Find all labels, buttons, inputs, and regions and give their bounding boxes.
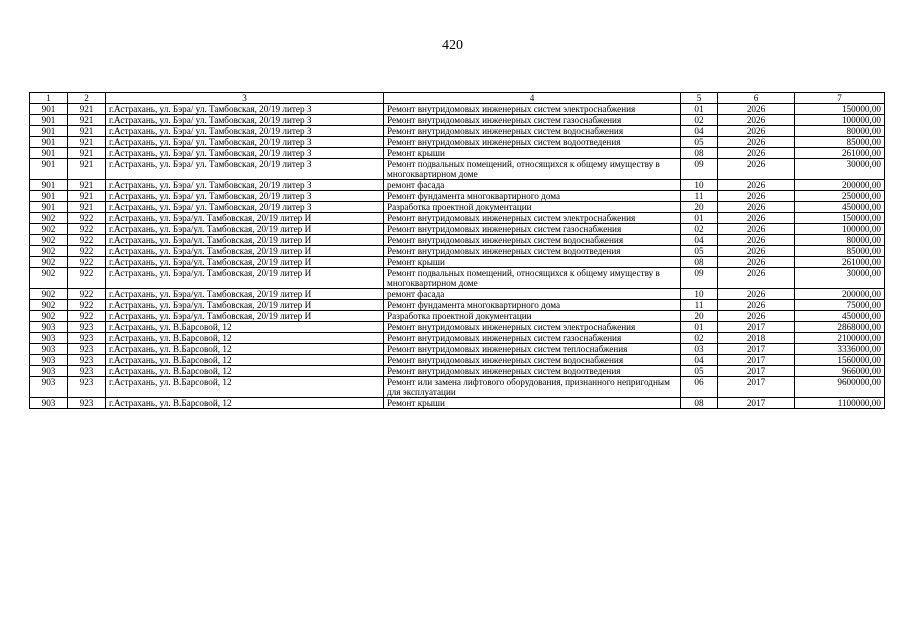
table-row [30,159,885,180]
cell-cost: 100000,00 [795,115,885,126]
cell-code: 921 [68,191,106,202]
cell-work-type: Ремонт или замена лифтового оборудования, признанного непригодным для эксплуатации [384,377,681,398]
cell-code: 922 [68,213,106,224]
cell-number: 901 [30,104,68,115]
cell-work-code: 04 [681,126,718,137]
page-number: 420 [442,38,463,53]
cell-cost: 9600000,00 [795,377,885,398]
cell-work-code: 10 [681,180,718,191]
cell-number: 903 [30,333,68,344]
cell-address: г.Астрахань, ул. Бэра/ ул. Тамбовская, 20/19 литер З [106,202,384,213]
cell-code: 923 [68,398,106,409]
cell-address: г.Астрахань, ул. Бэра/ул. Тамбовская, 20/19 литер И [106,289,384,300]
cell-code: 922 [68,246,106,257]
table-body [30,104,885,409]
cell-year: 2018 [718,333,795,344]
cell-work-type: Разработка проектной документации [384,202,681,213]
cell-code: 921 [68,202,106,213]
cell-work-type: Ремонт внутридомовых инженерных систем водоотведения [384,366,681,377]
cell-work-type: Ремонт внутридомовых инженерных систем теплоснабжения [384,344,681,355]
cell-year: 2026 [718,180,795,191]
cell-number: 902 [30,257,68,268]
table-row [30,311,885,322]
cell-number: 901 [30,159,68,180]
cell-number: 902 [30,235,68,246]
cell-number: 903 [30,344,68,355]
cell-cost: 30000,00 [795,268,885,289]
cell-address: г.Астрахань, ул. Бэра/ул. Тамбовская, 20/19 литер И [106,235,384,246]
cell-cost: 200000,00 [795,289,885,300]
table-row [30,235,885,246]
table-row [30,333,885,344]
table-row [30,355,885,366]
cell-address: г.Астрахань, ул. В.Барсовой, 12 [106,366,384,377]
cell-work-code: 05 [681,366,718,377]
cell-number: 903 [30,322,68,333]
table-row [30,398,885,409]
cell-work-code: 01 [681,104,718,115]
cell-work-code: 20 [681,311,718,322]
table-row [30,224,885,235]
cell-work-type: Ремонт крыши [384,398,681,409]
cell-work-type: ремонт фасада [384,289,681,300]
cell-work-code: 03 [681,344,718,355]
cell-number: 901 [30,137,68,148]
cell-year: 2026 [718,148,795,159]
column-header: 7 [795,93,885,104]
cell-code: 921 [68,104,106,115]
cell-number: 901 [30,126,68,137]
cell-code: 922 [68,311,106,322]
cell-work-type: Ремонт внутридомовых инженерных систем газоснабжения [384,115,681,126]
column-header: 6 [718,93,795,104]
cell-address: г.Астрахань, ул. Бэра/ ул. Тамбовская, 20/19 литер З [106,104,384,115]
cell-cost: 3336000,00 [795,344,885,355]
cell-code: 922 [68,257,106,268]
cell-cost: 150000,00 [795,213,885,224]
cell-code: 923 [68,344,106,355]
cell-year: 2026 [718,137,795,148]
cell-address: г.Астрахань, ул. В.Барсовой, 12 [106,377,384,398]
cell-number: 901 [30,180,68,191]
cell-code: 922 [68,289,106,300]
cell-number: 903 [30,377,68,398]
cell-year: 2026 [718,300,795,311]
cell-number: 902 [30,224,68,235]
cell-address: г.Астрахань, ул. В.Барсовой, 12 [106,344,384,355]
table-row [30,148,885,159]
works-table [29,92,885,409]
cell-work-code: 09 [681,268,718,289]
table-row [30,289,885,300]
cell-code: 922 [68,235,106,246]
cell-work-type: Ремонт внутридомовых инженерных систем газоснабжения [384,224,681,235]
cell-work-type: Ремонт внутридомовых инженерных систем водоотведения [384,137,681,148]
cell-address: г.Астрахань, ул. Бэра/ул. Тамбовская, 20/19 литер И [106,268,384,289]
cell-address: г.Астрахань, ул. Бэра/ ул. Тамбовская, 20/19 литер З [106,191,384,202]
cell-year: 2026 [718,311,795,322]
cell-cost: 75000,00 [795,300,885,311]
table-row [30,246,885,257]
cell-work-type: Ремонт внутридомовых инженерных систем электроснабжения [384,213,681,224]
cell-cost: 450000,00 [795,202,885,213]
table-row [30,137,885,148]
cell-work-type: Ремонт внутридомовых инженерных систем водоснабжения [384,126,681,137]
cell-cost: 966000,00 [795,366,885,377]
cell-number: 903 [30,366,68,377]
cell-code: 923 [68,366,106,377]
cell-year: 2017 [718,355,795,366]
cell-code: 921 [68,148,106,159]
column-header: 5 [681,93,718,104]
cell-address: г.Астрахань, ул. Бэра/ул. Тамбовская, 20/19 литер И [106,257,384,268]
cell-code: 921 [68,180,106,191]
cell-year: 2026 [718,224,795,235]
cell-cost: 2868000,00 [795,322,885,333]
cell-number: 902 [30,289,68,300]
cell-code: 921 [68,137,106,148]
table-row [30,344,885,355]
cell-number: 902 [30,246,68,257]
cell-year: 2026 [718,213,795,224]
table-header [30,93,885,104]
cell-work-code: 08 [681,257,718,268]
table-row [30,322,885,333]
cell-address: г.Астрахань, ул. Бэра/ ул. Тамбовская, 20/19 литер З [106,148,384,159]
cell-number: 902 [30,268,68,289]
cell-work-code: 01 [681,322,718,333]
cell-cost: 85000,00 [795,246,885,257]
cell-year: 2026 [718,289,795,300]
cell-year: 2026 [718,191,795,202]
cell-address: г.Астрахань, ул. В.Барсовой, 12 [106,355,384,366]
cell-year: 2026 [718,159,795,180]
cell-work-type: Ремонт подвальных помещений, относящихся к общему имуществу в многоквартирном доме [384,159,681,180]
cell-number: 901 [30,191,68,202]
cell-year: 2017 [718,366,795,377]
cell-year: 2017 [718,322,795,333]
cell-year: 2017 [718,377,795,398]
cell-code: 923 [68,322,106,333]
cell-code: 921 [68,159,106,180]
cell-work-type: Ремонт внутридомовых инженерных систем электроснабжения [384,322,681,333]
table-row [30,115,885,126]
cell-year: 2017 [718,398,795,409]
cell-number: 901 [30,148,68,159]
cell-cost: 100000,00 [795,224,885,235]
column-header: 1 [30,93,68,104]
table-row [30,180,885,191]
cell-work-code: 06 [681,377,718,398]
cell-work-code: 05 [681,246,718,257]
cell-number: 903 [30,355,68,366]
cell-code: 923 [68,355,106,366]
table-row [30,126,885,137]
cell-work-code: 01 [681,213,718,224]
cell-cost: 80000,00 [795,235,885,246]
cell-year: 2026 [718,246,795,257]
cell-cost: 1560000,00 [795,355,885,366]
cell-work-code: 09 [681,159,718,180]
cell-work-type: Ремонт подвальных помещений, относящихся к общему имуществу в многоквартирном доме [384,268,681,289]
table-row [30,300,885,311]
cell-year: 2026 [718,126,795,137]
column-header: 3 [106,93,384,104]
cell-address: г.Астрахань, ул. Бэра/ул. Тамбовская, 20/19 литер И [106,311,384,322]
cell-code: 922 [68,224,106,235]
cell-address: г.Астрахань, ул. Бэра/ул. Тамбовская, 20/19 литер И [106,213,384,224]
cell-work-type: ремонт фасада [384,180,681,191]
cell-number: 902 [30,311,68,322]
table-row [30,213,885,224]
cell-address: г.Астрахань, ул. В.Барсовой, 12 [106,333,384,344]
cell-year: 2026 [718,268,795,289]
cell-cost: 250000,00 [795,191,885,202]
cell-work-type: Ремонт крыши [384,148,681,159]
cell-code: 922 [68,268,106,289]
cell-work-code: 04 [681,355,718,366]
cell-work-code: 08 [681,148,718,159]
table-row [30,377,885,398]
cell-work-type: Ремонт внутридомовых инженерных систем газоснабжения [384,333,681,344]
cell-work-code: 11 [681,191,718,202]
column-header: 4 [384,93,681,104]
cell-code: 923 [68,333,106,344]
cell-year: 2026 [718,257,795,268]
cell-address: г.Астрахань, ул. Бэра/ ул. Тамбовская, 20/19 литер З [106,126,384,137]
cell-cost: 150000,00 [795,104,885,115]
cell-number: 902 [30,213,68,224]
cell-work-code: 20 [681,202,718,213]
cell-work-code: 11 [681,300,718,311]
cell-work-type: Ремонт внутридомовых инженерных систем электроснабжения [384,104,681,115]
cell-work-code: 10 [681,289,718,300]
cell-number: 901 [30,202,68,213]
cell-work-code: 02 [681,115,718,126]
cell-address: г.Астрахань, ул. Бэра/ ул. Тамбовская, 20/19 литер З [106,137,384,148]
cell-work-code: 04 [681,235,718,246]
cell-year: 2026 [718,235,795,246]
cell-number: 901 [30,115,68,126]
cell-work-type: Ремонт крыши [384,257,681,268]
cell-number: 902 [30,300,68,311]
cell-code: 921 [68,115,106,126]
cell-cost: 261000,00 [795,257,885,268]
cell-address: г.Астрахань, ул. Бэра/ул. Тамбовская, 20/19 литер И [106,300,384,311]
cell-work-code: 02 [681,224,718,235]
table-row [30,202,885,213]
cell-work-code: 08 [681,398,718,409]
table-row [30,268,885,289]
table-row [30,257,885,268]
cell-year: 2017 [718,344,795,355]
cell-work-type: Разработка проектной документации [384,311,681,322]
table-row [30,366,885,377]
cell-work-type: Ремонт фундамента многоквартирного дома [384,191,681,202]
cell-address: г.Астрахань, ул. Бэра/ул. Тамбовская, 20/19 литер И [106,224,384,235]
cell-address: г.Астрахань, ул. Бэра/ ул. Тамбовская, 20/19 литер З [106,115,384,126]
cell-code: 923 [68,377,106,398]
cell-work-type: Ремонт внутридомовых инженерных систем водоотведения [384,246,681,257]
cell-work-type: Ремонт фундамента многоквартирного дома [384,300,681,311]
cell-cost: 1100000,00 [795,398,885,409]
cell-year: 2026 [718,202,795,213]
cell-address: г.Астрахань, ул. Бэра/ ул. Тамбовская, 20/19 литер З [106,180,384,191]
cell-cost: 261000,00 [795,148,885,159]
cell-address: г.Астрахань, ул. Бэра/ ул. Тамбовская, 20/19 литер З [106,159,384,180]
cell-address: г.Астрахань, ул. В.Барсовой, 12 [106,398,384,409]
cell-cost: 80000,00 [795,126,885,137]
table-row [30,104,885,115]
cell-work-code: 02 [681,333,718,344]
cell-year: 2026 [718,104,795,115]
cell-address: г.Астрахань, ул. В.Барсовой, 12 [106,322,384,333]
cell-cost: 30000,00 [795,159,885,180]
cell-code: 922 [68,300,106,311]
cell-address: г.Астрахань, ул. Бэра/ул. Тамбовская, 20/19 литер И [106,246,384,257]
header-row [30,93,885,104]
cell-work-type: Ремонт внутридомовых инженерных систем водоснабжения [384,235,681,246]
cell-number: 903 [30,398,68,409]
cell-cost: 450000,00 [795,311,885,322]
table-row [30,191,885,202]
cell-year: 2026 [718,115,795,126]
cell-code: 921 [68,126,106,137]
cell-cost: 2100000,00 [795,333,885,344]
cell-work-code: 05 [681,137,718,148]
cell-cost: 200000,00 [795,180,885,191]
column-header: 2 [68,93,106,104]
cell-work-type: Ремонт внутридомовых инженерных систем водоснабжения [384,355,681,366]
cell-cost: 85000,00 [795,137,885,148]
